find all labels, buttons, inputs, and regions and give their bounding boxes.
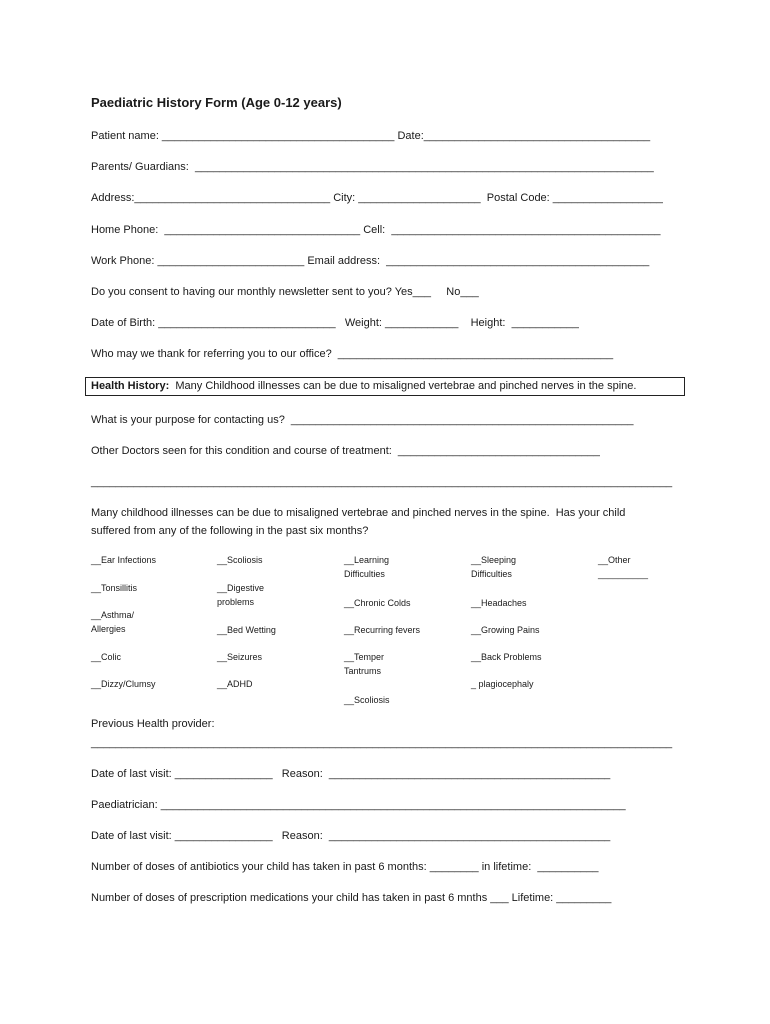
health-history-box [85, 377, 685, 396]
work-phone-email-field[interactable]: Work Phone: ________________________ Email address: ___________________________________________ [91, 255, 650, 267]
dob-weight-height-field[interactable]: Date of Birth: _____________________________ Weight: ____________ Height: ___________ [91, 317, 579, 329]
condition-adhd[interactable]: __ADHD [217, 679, 253, 689]
conditions-intro-line-2: suffered from any of the following in the past six months? [91, 525, 369, 537]
condition-ear-infections[interactable]: __Ear Infections [91, 555, 157, 565]
other-doctors-extra-line[interactable]: _______________________________________________________________________________________________ [91, 476, 673, 488]
patient-name-date-field[interactable]: Patient name: ______________________________________ Date:_____________________________________ [91, 130, 651, 142]
condition-dizzy-clumsy[interactable]: __Dizzy/Clumsy [91, 679, 156, 689]
parents-guardians-field[interactable]: Parents/ Guardians: ___________________________________________________________________________ [91, 161, 654, 173]
antibiotics-doses-field[interactable]: Number of doses of antibiotics your child has taken in past 6 months: ________ in lifetime: __________ [91, 861, 599, 873]
condition-back-problems[interactable]: __Back Problems [471, 652, 542, 662]
condition-scoliosis-2[interactable]: __Scoliosis [344, 695, 390, 705]
condition-asthma-allergies[interactable]: __Asthma/ Allergies [91, 610, 135, 634]
condition-sleeping-difficulties[interactable]: __Sleeping Difficulties [471, 555, 517, 579]
health-history-label: Health History: [91, 380, 170, 392]
condition-colic[interactable]: __Colic [91, 652, 122, 662]
condition-other[interactable]: __Other __________ [598, 555, 649, 579]
condition-seizures[interactable]: __Seizures [217, 652, 263, 662]
condition-bed-wetting[interactable]: __Bed Wetting [217, 625, 276, 635]
condition-learning-difficulties[interactable]: __Learning Difficulties [344, 555, 390, 579]
health-history-note: Many Childhood illnesses can be due to misaligned vertebrae and pinched nerves in the spine. [169, 380, 637, 392]
home-phone-cell-field[interactable]: Home Phone: ________________________________ Cell: ____________________________________________ [91, 224, 661, 236]
prescription-doses-field[interactable]: Number of doses of prescription medications your child has taken in past 6 mnths ___ Lifetime: _________ [91, 892, 612, 904]
address-city-postal-field[interactable]: Address:________________________________ City: ____________________ Postal Code: __________________ [91, 192, 663, 204]
purpose-field[interactable]: What is your purpose for contacting us? ________________________________________________________ [91, 414, 634, 426]
condition-chronic-colds[interactable]: __Chronic Colds [344, 598, 411, 608]
condition-growing-pains[interactable]: __Growing Pains [471, 625, 540, 635]
conditions-intro-line-1: Many childhood illnesses can be due to misaligned vertebrae and pinched nerves in the spine. Has your child [91, 507, 626, 519]
condition-temper-tantrums[interactable]: __Temper Tantrums [344, 652, 385, 676]
health-history-text [91, 380, 636, 392]
previous-provider-field[interactable]: _______________________________________________________________________________________________ [91, 737, 673, 749]
form-title: Paediatric History Form (Age 0-12 years) [91, 95, 342, 110]
referral-field[interactable]: Who may we thank for referring you to our office? _____________________________________________ [91, 348, 614, 360]
condition-digestive-problems[interactable]: __Digestive problems [217, 583, 265, 607]
paediatrician-field[interactable]: Paediatrician: ____________________________________________________________________________ [91, 799, 626, 811]
newsletter-consent-field[interactable]: Do you consent to having our monthly newsletter sent to you? Yes___ No___ [91, 286, 479, 298]
other-doctors-field[interactable]: Other Doctors seen for this condition and course of treatment: _________________________________ [91, 445, 600, 457]
condition-scoliosis[interactable]: __Scoliosis [217, 555, 263, 565]
previous-provider-label: Previous Health provider: [91, 718, 215, 730]
condition-tonsillitis[interactable]: __Tonsillitis [91, 583, 138, 593]
condition-recurring-fevers[interactable]: __Recurring fevers [344, 625, 421, 635]
condition-headaches[interactable]: __Headaches [471, 598, 527, 608]
last-visit-reason-field-2[interactable]: Date of last visit: ________________ Reason: ______________________________________________ [91, 830, 611, 842]
last-visit-reason-field-1[interactable]: Date of last visit: ________________ Reason: ______________________________________________ [91, 768, 611, 780]
condition-plagiocephaly[interactable]: _ plagiocephaly [471, 679, 534, 689]
